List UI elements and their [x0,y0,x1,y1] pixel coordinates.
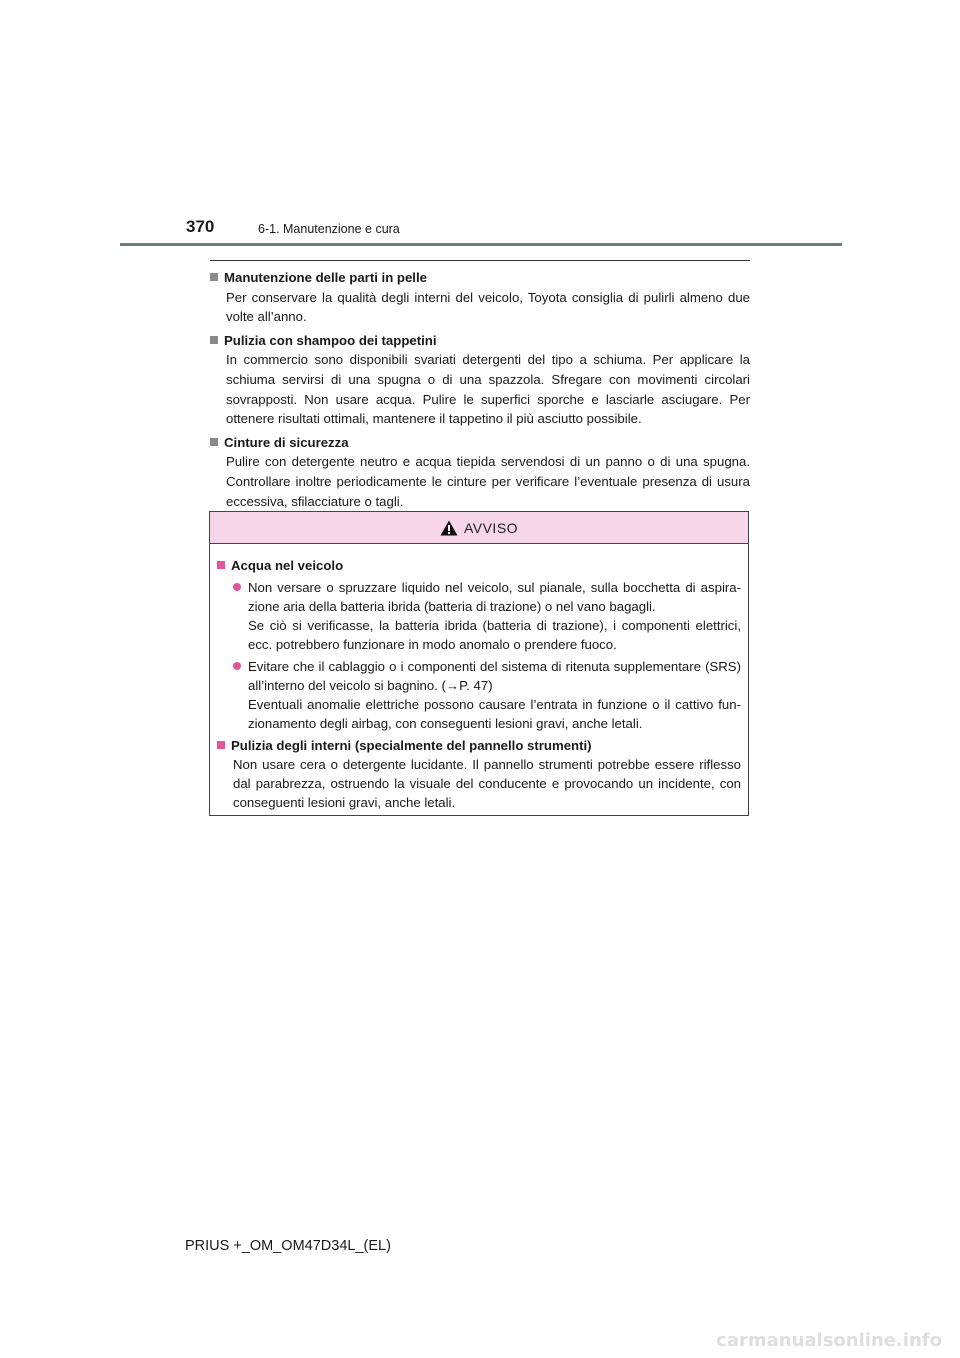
content-top-rule [210,260,750,261]
item-carpets-title: Pulizia con shampoo dei tappetini [224,332,437,348]
warning-header [210,512,748,544]
warning-bullet-line: Se ciò si verificasse, la batteria ibrida (batteria di trazione), i componenti elettrici, ecc. potrebbero funzionare in modo anomalo o prendere fuoco. [248,618,741,652]
square-bullet-icon [210,438,218,446]
item-seatbelts [210,433,750,511]
item-seatbelts-body: Pulire con detergente neutro e acqua tiepida servendosi di un panno o di una spugna. Controllare inoltre periodicamente le cinture per verificare l’eventuale presenza di usura eccessiva, sfilacciature o tagli. [226,454,750,509]
warning-bullet-line: Non versare o spruzzare liquido nel veicolo, sul pianale, sulla bocchetta di aspira-zione aria della batteria ibrida (batteria di trazione) o nel vano bagagli. [248,580,741,614]
warning-box [209,511,749,816]
item-seatbelts-heading [210,433,750,453]
warning-section-interior-title: Pulizia degli interni (specialmente del pannello strumenti) [231,738,592,753]
warning-bullet [217,578,741,654]
warning-section-water-title: Acqua nel veicolo [231,558,344,573]
warning-bullet-line: Evitare che il cablaggio o i componenti del sistema di ritenuta supplementare (SRS) all’interno del veicolo si bagnino. (→P. 47) [248,659,741,693]
warning-content [210,544,748,812]
circle-bullet-icon [233,662,241,670]
item-carpets [210,331,750,429]
square-bullet-icon [210,273,218,281]
square-bullet-icon [217,741,225,749]
warning-bullet-line: Eventuali anomalie elettriche possono causare l’entrata in funzione o il cattivo fun-zionamento degli airbag, con conseguenti lesioni gravi, anche letali. [248,697,741,731]
circle-bullet-icon [233,583,241,591]
page-number: 370 [186,217,215,236]
section-title: 6-1. Manutenzione e cura [258,222,400,236]
warning-label: AVVISO [463,519,519,536]
item-leather [210,268,750,327]
item-leather-heading [210,268,750,288]
warning-section-interior [217,736,741,812]
header-rule [120,243,842,246]
warning-section-water [217,556,741,733]
warning-section-water-heading [217,556,741,575]
item-leather-title: Manutenzione delle parti in pelle [224,270,427,285]
warning-bullet [217,657,741,733]
footer-code: PRIUS +_OM_OM47D34L_(EL) [185,1238,391,1254]
item-carpets-body: In commercio sono disponibili svariati detergenti del tipo a schiuma. Per applicare la schiuma servirsi di una spugna o di una spazzola. Sfregare con movimenti circolari sovrapposti. Non usare acqua. Pulire le superfici sporche e lasciarle asciugare. Per ottenere risultati ottimali, mantenere il tappetino il più asciutto possibile. [226,352,750,427]
warning-section-interior-heading [217,736,741,755]
warning-triangle-icon [440,520,458,536]
item-carpets-heading [210,331,750,351]
warning-section-interior-body: Non usare cera o detergente lucidante. Il pannello strumenti potrebbe essere riflesso dal parabrezza, ostruendo la visuale del conducente e provocando un incidente, con conseguenti lesioni gravi, anche letali. [233,757,741,810]
square-bullet-icon [217,561,225,569]
watermark: carmanualsonline.info [716,1330,942,1351]
content [210,268,750,515]
item-leather-body: Per conservare la qualità degli interni del veicolo, Toyota consiglia di pulirli almeno due volte all’anno. [226,289,750,325]
item-seatbelts-title: Cinture di sicurezza [224,434,349,450]
square-bullet-icon [210,336,218,344]
